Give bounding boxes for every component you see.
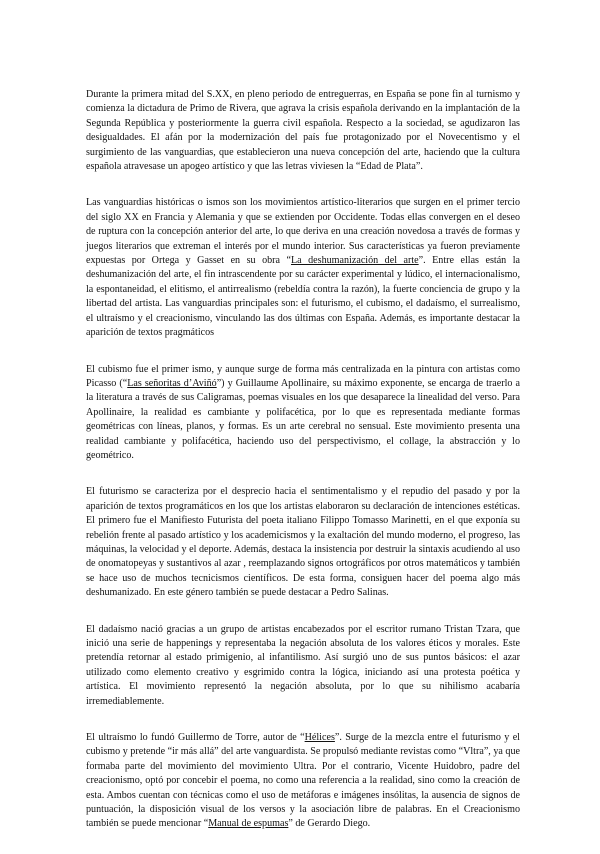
paragraph-vanguardias — [86, 196, 520, 340]
work-title-deshumanizacion: La deshumanización del arte — [290, 255, 419, 267]
paragraph-intro — [86, 88, 520, 174]
paragraph-vanguardias-text-a: Las vanguardias históricas o ismos son los movimientos artístico-literarios que surgen en el primer tercio del siglo XX en Francia y Alemania y que se extienden por Occidente. Todas ellas convergen en el deseo de ruptura con la concepción anterior del arte, lo que deriva en una creación novedosa a través de formas y juegos literarios que extreman el interés por el mundo interior. Sus características ya fueron previamente expuestas por Ortega y Gasset en su obra “ — [86, 197, 520, 267]
paragraph-intro-text: Durante la primera mitad del S.XX, en pleno periodo de entreguerras, en España se pone fin al turnismo y comienza la dictadura de Primo de Rivera, que agrava la crisis española derivando en la implantación de la Segunda República y posteriormente la guerra civil española. Respecto a la sociedad, se agudizaron las desigualdades. El afán por la modernización del país fue protagonizado por el Novecentismo y el surgimiento de las vanguardias, que establecieron una nueva concepción del arte, haciendo que la cultura española atravesase un apogeo artístico y que las letras viviesen la “Edad de Plata”. — [86, 89, 520, 173]
paragraph-ultraismo-text-b: ”. Surge de la mezcla entre el futurismo y el cubismo y pretende “ir más allá” del arte vanguardista. Se propulsó mediante revistas como “Vltra”, ya que formaba parte del movimiento del movimiento Ultra. Por el contrario, Vicente Huidobro, padre del creacionismo, optó por concebir el poema, no como una referencia a la realidad, sino como la creación de esta. Ambos cuentan con técnicas como el uso de metáforas e imágenes insólitas, la ausencia de signos de puntuación, la disposición visual de los versos y la asociación libre de palabras. En el Creacionismo también se puede mencionar “ — [86, 732, 520, 830]
paragraph-ultraismo — [86, 731, 520, 832]
work-title-helices: Hélices — [304, 732, 335, 744]
paragraph-cubismo-text-a: El cubismo fue el primer ismo, y aunque surge de forma más centralizada en la pintura con artistas como Picasso (“ — [86, 363, 520, 389]
paragraph-cubismo-text-b: ”) y Guillaume Apollinaire, su máximo exponente, se encarga de traerlo a la literatura a través de sus Caligramas, poemas visuales en los que desaparece la linealidad del verso. Para Apollinaire, la realidad es cambiante y polifacética, por lo que es representada mediante formas geométricas con líneas, planos, y formas. Es un arte cerebral no sensual. Este movimiento presenta una realidad cambiante y polifacética, haciendo uso del perspectivismo, el collage, la abstracción y lo geométrico. — [86, 377, 520, 461]
paragraph-vanguardias-text-b: ”. Entre ellas están la deshumanización del arte, el fin intrascendente por su carácter experimental y lúdico, el internacionalismo, la espontaneidad, el elitismo, el antirrealismo (rebeldía contra la razón), la fuerte conciencia de grupo y la libertad del artista. Las vanguardias principales son: el futurismo, el cubismo, el dadaísmo, el surrealismo, el ultraísmo y el creacionismo, vinculando las dos últimas con España. Además, es importante destacar la aparición de textos pragmáticos — [86, 255, 520, 339]
work-title-senoritas: Las señoritas d’Aviñó — [127, 377, 217, 389]
paragraph-dadaismo — [86, 623, 520, 709]
work-title-manual-de-espumas: Manual de espumas — [208, 818, 289, 830]
paragraph-cubismo — [86, 363, 520, 464]
paragraph-ultraismo-text-c: ” de Gerardo Diego. — [288, 818, 371, 830]
paragraph-futurismo — [86, 485, 520, 600]
paragraph-ultraismo-text-a: El ultraísmo lo fundó Guillermo de Torre, autor de “ — [86, 732, 305, 744]
document-page — [86, 88, 520, 854]
paragraph-futurismo-text: El futurismo se caracteriza por el desprecio hacia el sentimentalismo y el repudio del pasado y por la aparición de textos programáticos en los que los artistas elaboraron su declaración de intenciones estéticas. El primero fue el Manifiesto Futurista del poeta italiano Filippo Tomasso Marinetti, en el que exponía su rebelión frente al pasado artístico y los academicismos y la exaltación del mundo moderno, el progreso, las máquinas, la velocidad y el deporte. Además, destaca la insistencia por destruir la sintaxis acudiendo al uso de onomatopeyas y sustantivos al azar , reemplazando signos ortográficos por otros matemáticos y también se hace uso de muchos tecnicismos científicos. De esta forma, consiguen hacer del poema algo más deshumanizado. En este género también se puede destacar a Pedro Salinas. — [86, 486, 520, 599]
paragraph-dadaismo-text: El dadaísmo nació gracias a un grupo de artistas encabezados por el escritor rumano Tristan Tzara, que inició una serie de happenings y representaba la negación absoluta de los valores éticos y morales. Este pretendía retornar al estado primigenio, al infantilismo. Así surgió uno de sus puntos básicos: el azar utilizado como elemento creativo y esgrimido contra la lógica, iniciando así una protesta poética y artística. El movimiento representó la negación absoluta, por lo que su nihilismo acabaría irremediablemente. — [86, 623, 520, 707]
